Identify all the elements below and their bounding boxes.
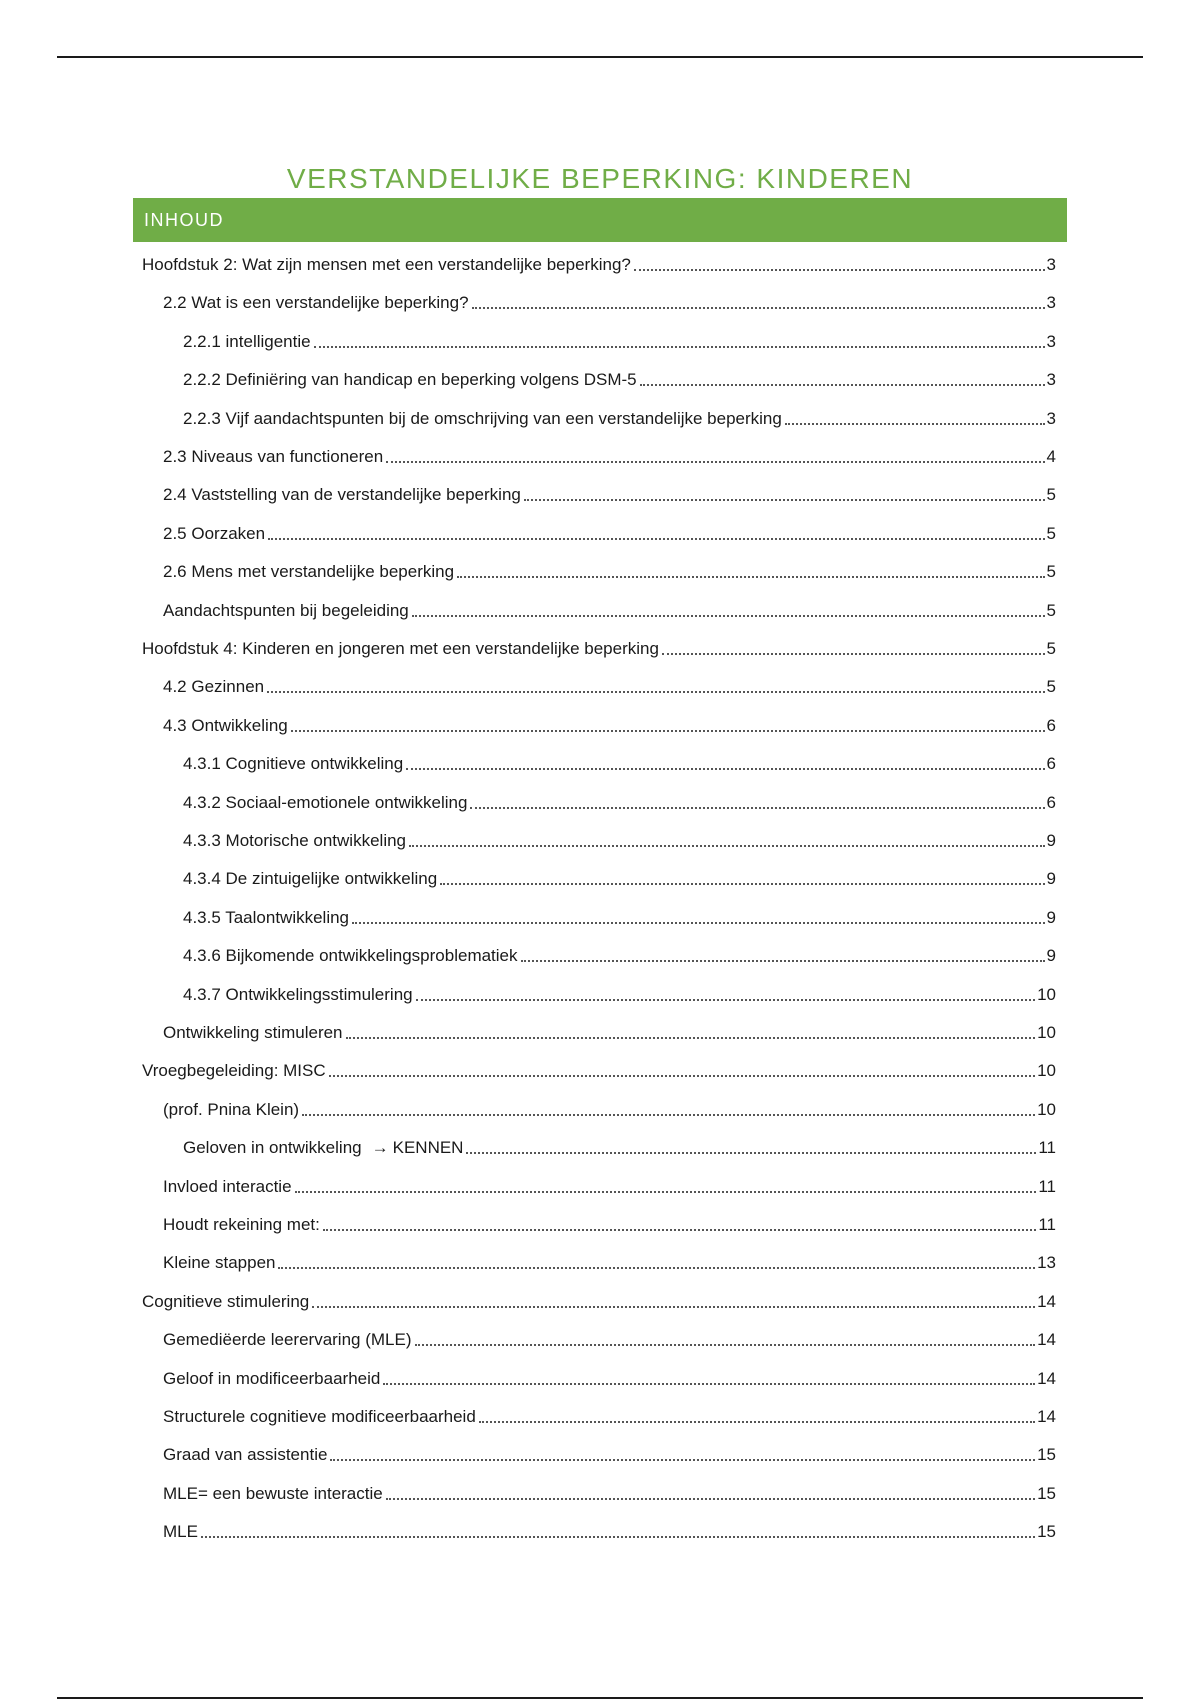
header-rule <box>57 56 1143 58</box>
toc-entry-label <box>183 369 637 391</box>
toc-dot-leader <box>302 1114 1035 1116</box>
toc-dot-leader <box>386 461 1044 463</box>
toc-entry[interactable] <box>183 822 1056 852</box>
toc-entry-title: 4.3.1 Cognitieve ontwikkeling <box>183 754 404 774</box>
toc-dot-leader <box>470 807 1044 809</box>
toc-dot-leader <box>295 1191 1037 1193</box>
toc-dot-leader <box>352 922 1045 924</box>
toc-entry[interactable] <box>183 323 1056 353</box>
toc-entry-title: Structurele cognitieve modificeerbaarheid <box>163 1407 476 1426</box>
toc-entry[interactable] <box>163 515 1056 545</box>
toc-page-number: 3 <box>1046 370 1056 390</box>
toc-dot-leader <box>466 1152 1036 1154</box>
toc-entry-label <box>142 638 659 660</box>
toc-page-number: 5 <box>1046 523 1056 543</box>
toc-entry[interactable] <box>163 1168 1056 1198</box>
toc-heading: INHOUD <box>144 209 224 230</box>
toc-entry-label <box>163 523 265 545</box>
toc-entry-label <box>163 715 288 737</box>
toc-entry-label <box>163 1252 275 1274</box>
toc-dot-leader <box>457 576 1044 578</box>
toc-entry-title: Vroegbegeleiding: MISC <box>142 1061 326 1081</box>
toc-entry[interactable] <box>183 860 1056 890</box>
toc-entry-label <box>142 1060 326 1082</box>
toc-entry-title: MLE= een bewuste interactie <box>163 1483 383 1503</box>
toc-page-number: 5 <box>1046 677 1056 697</box>
toc-page-number: 3 <box>1046 331 1056 351</box>
toc-entry-title: 2.2.2 Definiëring van handicap en beperking volgens DSM-5 <box>183 370 637 390</box>
toc-entry[interactable] <box>163 592 1056 622</box>
toc-dot-leader <box>267 691 1044 693</box>
toc-dot-leader <box>323 1229 1036 1231</box>
toc-entry-label <box>163 1483 383 1505</box>
toc-entry-title: 4.3.4 De zintuigelijke ontwikkeling <box>183 869 438 889</box>
toc-entry[interactable] <box>142 1283 1056 1313</box>
toc-entry-label <box>183 753 403 775</box>
toc-entry-title: Houdt rekeining met: <box>163 1215 320 1234</box>
toc-entry[interactable] <box>163 1244 1056 1274</box>
toc-entry-label <box>163 676 264 698</box>
toc-page-number: 9 <box>1046 869 1056 889</box>
footer-rule <box>57 1697 1143 1699</box>
toc-page-number: 9 <box>1046 831 1056 850</box>
toc-entry-label <box>142 254 631 276</box>
toc-entry-label <box>183 1137 463 1159</box>
toc-dot-leader <box>524 499 1045 501</box>
toc-dot-leader <box>291 730 1045 732</box>
toc-entry[interactable] <box>183 976 1056 1006</box>
toc-entry-label <box>163 1368 380 1390</box>
toc-entry-label <box>183 408 782 430</box>
toc-heading-bar <box>133 198 1067 242</box>
toc-entry-title: (prof. Pnina Klein) <box>163 1099 300 1119</box>
toc-entry-title: Ontwikkeling stimuleren <box>163 1023 343 1042</box>
toc-entry-title: 2.3 Niveaus van functioneren <box>163 447 384 466</box>
toc-page-number: 10 <box>1037 1023 1056 1042</box>
toc-entry[interactable] <box>163 1206 1056 1236</box>
toc-entry-title: 2.4 Vaststelling van de verstandelijke beperking <box>163 485 521 505</box>
toc-page-number: 4 <box>1046 447 1056 466</box>
toc-entry-title: 2.6 Mens met verstandelijke beperking <box>163 562 455 582</box>
toc-entry-label <box>183 907 349 929</box>
toc-entry[interactable] <box>183 400 1056 430</box>
toc-entry[interactable] <box>163 1360 1056 1390</box>
toc-entry-title: Aandachtspunten bij begeleiding <box>163 600 409 620</box>
toc-page-number: 14 <box>1037 1368 1056 1388</box>
toc-entry[interactable] <box>183 899 1056 929</box>
toc-entry-label <box>163 600 409 622</box>
toc-entry-title: Invloed interactie <box>163 1176 292 1196</box>
toc-entry-title: 4.3.3 Motorische ontwikkeling <box>183 831 407 850</box>
toc-entry-title: 4.3 Ontwikkeling <box>163 715 288 735</box>
toc-page-number: 6 <box>1046 792 1056 812</box>
toc-page-number: 3 <box>1046 408 1056 428</box>
toc-entry-title: 2.2.3 Vijf aandachtspunten bij de omschrijving van een verstandelijke beperking <box>183 408 782 428</box>
toc-entry-label <box>163 446 383 468</box>
toc-dot-leader <box>640 384 1045 386</box>
toc-entry-title: Geloven in ontwikkeling <box>183 1138 362 1158</box>
toc-entry-label <box>183 984 413 1006</box>
toc-entry[interactable] <box>142 246 1056 276</box>
toc-dot-leader <box>386 1498 1035 1500</box>
toc-page-number: 10 <box>1037 1061 1056 1081</box>
toc-page-number: 15 <box>1037 1445 1056 1465</box>
toc-dot-leader <box>329 1075 1035 1077</box>
toc-page-number: 6 <box>1046 754 1056 774</box>
toc-entry-title-suffix: KENNEN <box>392 1138 464 1158</box>
toc-entry-label <box>163 1099 299 1121</box>
toc-entry[interactable] <box>163 438 1056 468</box>
toc-entry-title: MLE <box>163 1522 198 1542</box>
toc-entry[interactable] <box>163 1014 1056 1044</box>
toc-entry[interactable] <box>163 553 1056 583</box>
toc-entry-label <box>142 1291 309 1313</box>
toc-entry[interactable] <box>183 937 1056 967</box>
toc-dot-leader <box>314 346 1045 348</box>
toc-page-number: 10 <box>1037 984 1056 1004</box>
toc-entry-title: 4.3.7 Ontwikkelingsstimulering <box>183 984 413 1004</box>
toc-entry[interactable] <box>183 784 1056 814</box>
toc-page-number: 5 <box>1046 639 1056 658</box>
toc-page-number: 14 <box>1037 1330 1056 1350</box>
toc-page-number: 6 <box>1046 715 1056 735</box>
toc-page-number: 14 <box>1037 1407 1056 1426</box>
toc-entry-title: 2.5 Oorzaken <box>163 523 266 543</box>
toc-dot-leader <box>409 845 1045 847</box>
toc-page-number: 5 <box>1046 485 1056 505</box>
toc-entry-title: 2.2 Wat is een verstandelijke beperking? <box>163 293 469 313</box>
toc-entry-label <box>163 1444 327 1466</box>
toc-entry[interactable] <box>163 1091 1056 1121</box>
toc-dot-leader <box>330 1459 1035 1461</box>
toc-page-number: 11 <box>1038 1138 1056 1158</box>
toc-entry-label <box>163 292 469 314</box>
toc-entry[interactable] <box>163 1513 1056 1543</box>
toc-entry-label <box>163 1521 198 1543</box>
toc-page-number: 5 <box>1046 600 1056 620</box>
toc-page-number: 9 <box>1046 907 1056 927</box>
toc-entry-label <box>183 868 437 890</box>
toc-dot-leader <box>412 615 1045 617</box>
toc-entry-title: Kleine stappen <box>163 1253 276 1273</box>
toc-page-number: 3 <box>1046 255 1056 274</box>
toc-entry-title: Geloof in modificeerbaarheid <box>163 1368 381 1388</box>
toc-page-number: 11 <box>1038 1176 1056 1196</box>
toc-entry-title: 4.3.5 Taalontwikkeling <box>183 907 350 927</box>
toc-entry-label <box>163 1176 292 1198</box>
toc-entry[interactable] <box>163 284 1056 314</box>
toc-entry-title: 4.3.2 Sociaal-emotionele ontwikkeling <box>183 792 468 812</box>
toc-entry-title: Hoofdstuk 2: Wat zijn mensen met een verstandelijke beperking? <box>142 255 631 274</box>
toc-entry-title: Cognitieve stimulering <box>142 1291 310 1311</box>
toc-page-number: 5 <box>1046 562 1056 582</box>
toc-page-number: 10 <box>1037 1099 1056 1119</box>
toc-entry-label <box>163 1329 412 1351</box>
toc-entry-label <box>163 1406 476 1428</box>
toc-entry[interactable] <box>163 668 1056 698</box>
toc-entry[interactable] <box>142 1052 1056 1082</box>
toc-entry-label <box>163 1022 343 1044</box>
toc-page-number: 14 <box>1037 1291 1056 1311</box>
document-title: VERSTANDELIJKE BEPERKING: KINDEREN <box>286 162 914 194</box>
toc-entry-title: 4.2 Gezinnen <box>163 677 265 697</box>
toc-dot-leader <box>634 269 1045 271</box>
toc-entry[interactable] <box>163 707 1056 737</box>
toc-entry[interactable] <box>163 476 1056 506</box>
toc-entry[interactable] <box>163 1436 1056 1466</box>
toc-entry-label <box>163 484 521 506</box>
toc-dot-leader <box>785 423 1045 425</box>
toc-dot-leader <box>268 538 1044 540</box>
arrow-right-icon: → <box>371 1138 389 1158</box>
toc-entry-label <box>183 792 467 814</box>
toc-entry-title: 2.2.1 intelligentie <box>183 331 311 351</box>
toc-entry-title: Hoofdstuk 4: Kinderen en jongeren met een verstandelijke beperking <box>142 639 659 658</box>
toc-entry-label <box>183 331 311 353</box>
toc-entry[interactable] <box>163 1398 1056 1428</box>
toc-dot-leader <box>383 1383 1035 1385</box>
toc-entry[interactable] <box>183 745 1056 775</box>
toc-dot-leader <box>406 768 1044 770</box>
toc-page-number: 13 <box>1037 1253 1056 1273</box>
toc-entry-title: 4.3.6 Bijkomende ontwikkelingsproblematiek <box>183 946 518 966</box>
toc-dot-leader <box>416 999 1035 1001</box>
toc-entry-label <box>163 561 454 583</box>
toc-page-number: 15 <box>1037 1483 1056 1503</box>
toc-dot-leader <box>278 1267 1035 1269</box>
toc-entry[interactable] <box>183 361 1056 391</box>
toc-dot-leader <box>472 307 1045 309</box>
toc-entry[interactable] <box>163 1321 1056 1351</box>
toc-entry[interactable] <box>183 1129 1056 1159</box>
toc-entry[interactable] <box>142 630 1056 660</box>
toc-entry[interactable] <box>163 1475 1056 1505</box>
toc-entry-label <box>183 945 518 967</box>
toc-dot-leader <box>521 960 1045 962</box>
toc-dot-leader <box>479 1421 1035 1423</box>
toc-page-number: 11 <box>1038 1215 1056 1234</box>
toc-dot-leader <box>440 883 1044 885</box>
toc-dot-leader <box>346 1037 1036 1039</box>
toc-dot-leader <box>415 1344 1036 1346</box>
toc-dot-leader <box>662 653 1045 655</box>
toc-page-number: 3 <box>1046 293 1056 313</box>
toc-entry-label <box>163 1214 320 1236</box>
toc-page-number: 9 <box>1046 946 1056 966</box>
toc-entry-title: Graad van assistentie <box>163 1445 328 1465</box>
toc-dot-leader <box>312 1306 1035 1308</box>
toc-entry-title: Gemediëerde leerervaring (MLE) <box>163 1330 412 1350</box>
toc-page-number: 15 <box>1037 1522 1056 1542</box>
toc-entry-label <box>183 830 406 852</box>
toc-dot-leader <box>201 1536 1035 1538</box>
